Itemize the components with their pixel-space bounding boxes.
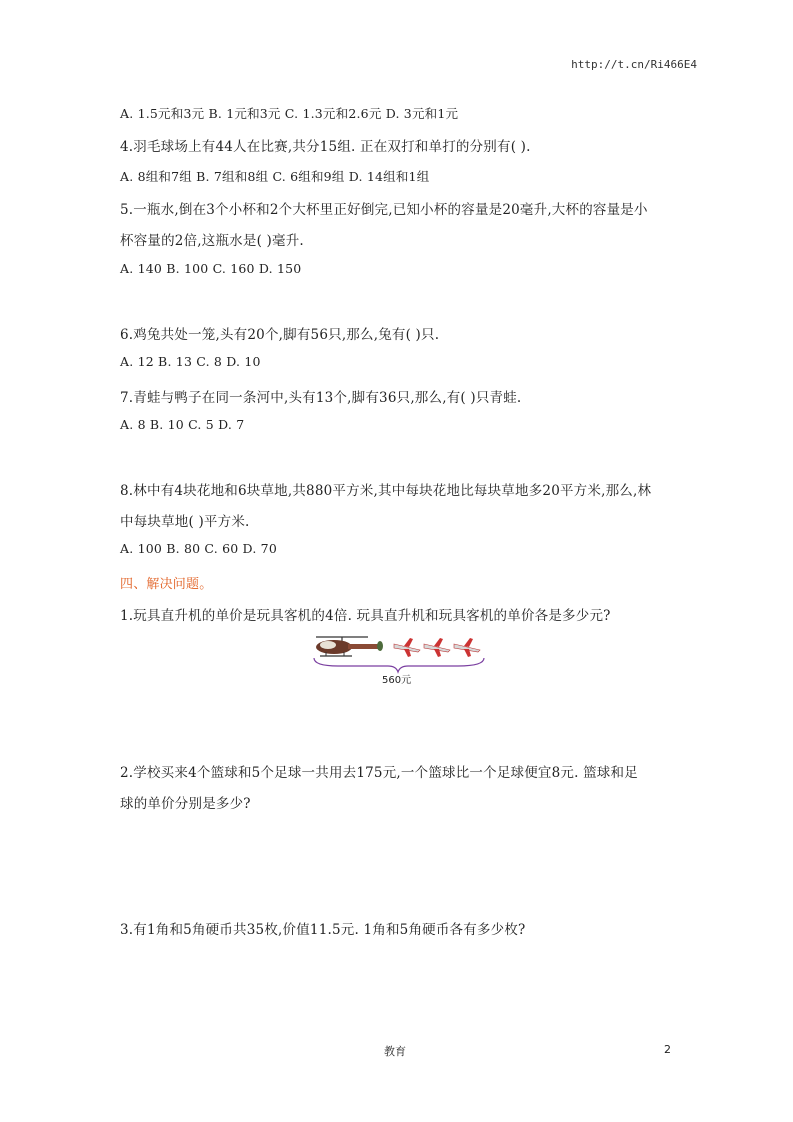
- q8-options: A. 100 B. 80 C. 60 D. 70: [120, 541, 277, 556]
- q6-options: A. 12 B. 13 C. 8 D. 10: [120, 354, 261, 369]
- q5-options: A. 140 B. 100 C. 160 D. 150: [120, 261, 302, 276]
- question-8-line2: 中每块草地( )平方米.: [120, 514, 250, 530]
- helicopter-icon: [316, 637, 383, 656]
- q3-options: A. 1.5元和3元 B. 1元和3元 C. 1.3元和2.6元 D. 3元和1元: [120, 106, 459, 121]
- question-4: 4.羽毛球场上有44人在比赛,共分15组. 正在双打和单打的分别有( ).: [120, 139, 531, 155]
- problem-2-line1: 2.学校买来4个篮球和5个足球一共用去175元,一个篮球比一个足球便宜8元. 篮球和足: [120, 765, 638, 781]
- question-8-line1: 8.林中有4块花地和6块草地,共880平方米,其中每块花地比每块草地多20平方米,那么,林: [120, 483, 652, 499]
- total-brace: [314, 658, 484, 672]
- figure-total-label: 560元: [382, 675, 412, 686]
- q4-options: A. 8组和7组 B. 7组和8组 C. 6组和9组 D. 14组和1组: [120, 169, 430, 184]
- question-5-line1: 5.一瓶水,倒在3个小杯和2个大杯里正好倒完,已知小杯的容量是20毫升,大杯的容量是小: [120, 202, 648, 218]
- header-url: http://t.cn/Ri466E4: [571, 58, 697, 71]
- problem-3: 3.有1角和5角硬币共35枚,价值11.5元. 1角和5角硬币各有多少枚?: [120, 922, 526, 938]
- footer-label: 教育: [384, 1045, 406, 1058]
- q7-options: A. 8 B. 10 C. 5 D. 7: [120, 417, 245, 432]
- airplane-icon: [394, 638, 420, 657]
- problem-1: 1.玩具直升机的单价是玩具客机的4倍. 玩具直升机和玩具客机的单价各是多少元?: [120, 608, 611, 624]
- question-7: 7.青蛙与鸭子在同一条河中,头有13个,脚有36只,那么,有( )只青蛙.: [120, 390, 522, 406]
- question-6: 6.鸡兔共处一笼,头有20个,脚有56只,那么,兔有( )只.: [120, 327, 440, 343]
- problem-2-line2: 球的单价分别是多少?: [120, 796, 251, 812]
- airplane-icon: [424, 638, 450, 657]
- page-number: 2: [664, 1043, 671, 1056]
- section-title: 四、解决问题。: [120, 577, 213, 592]
- airplane-icon: [454, 638, 480, 657]
- question-5-line2: 杯容量的2倍,这瓶水是( )毫升.: [120, 233, 304, 249]
